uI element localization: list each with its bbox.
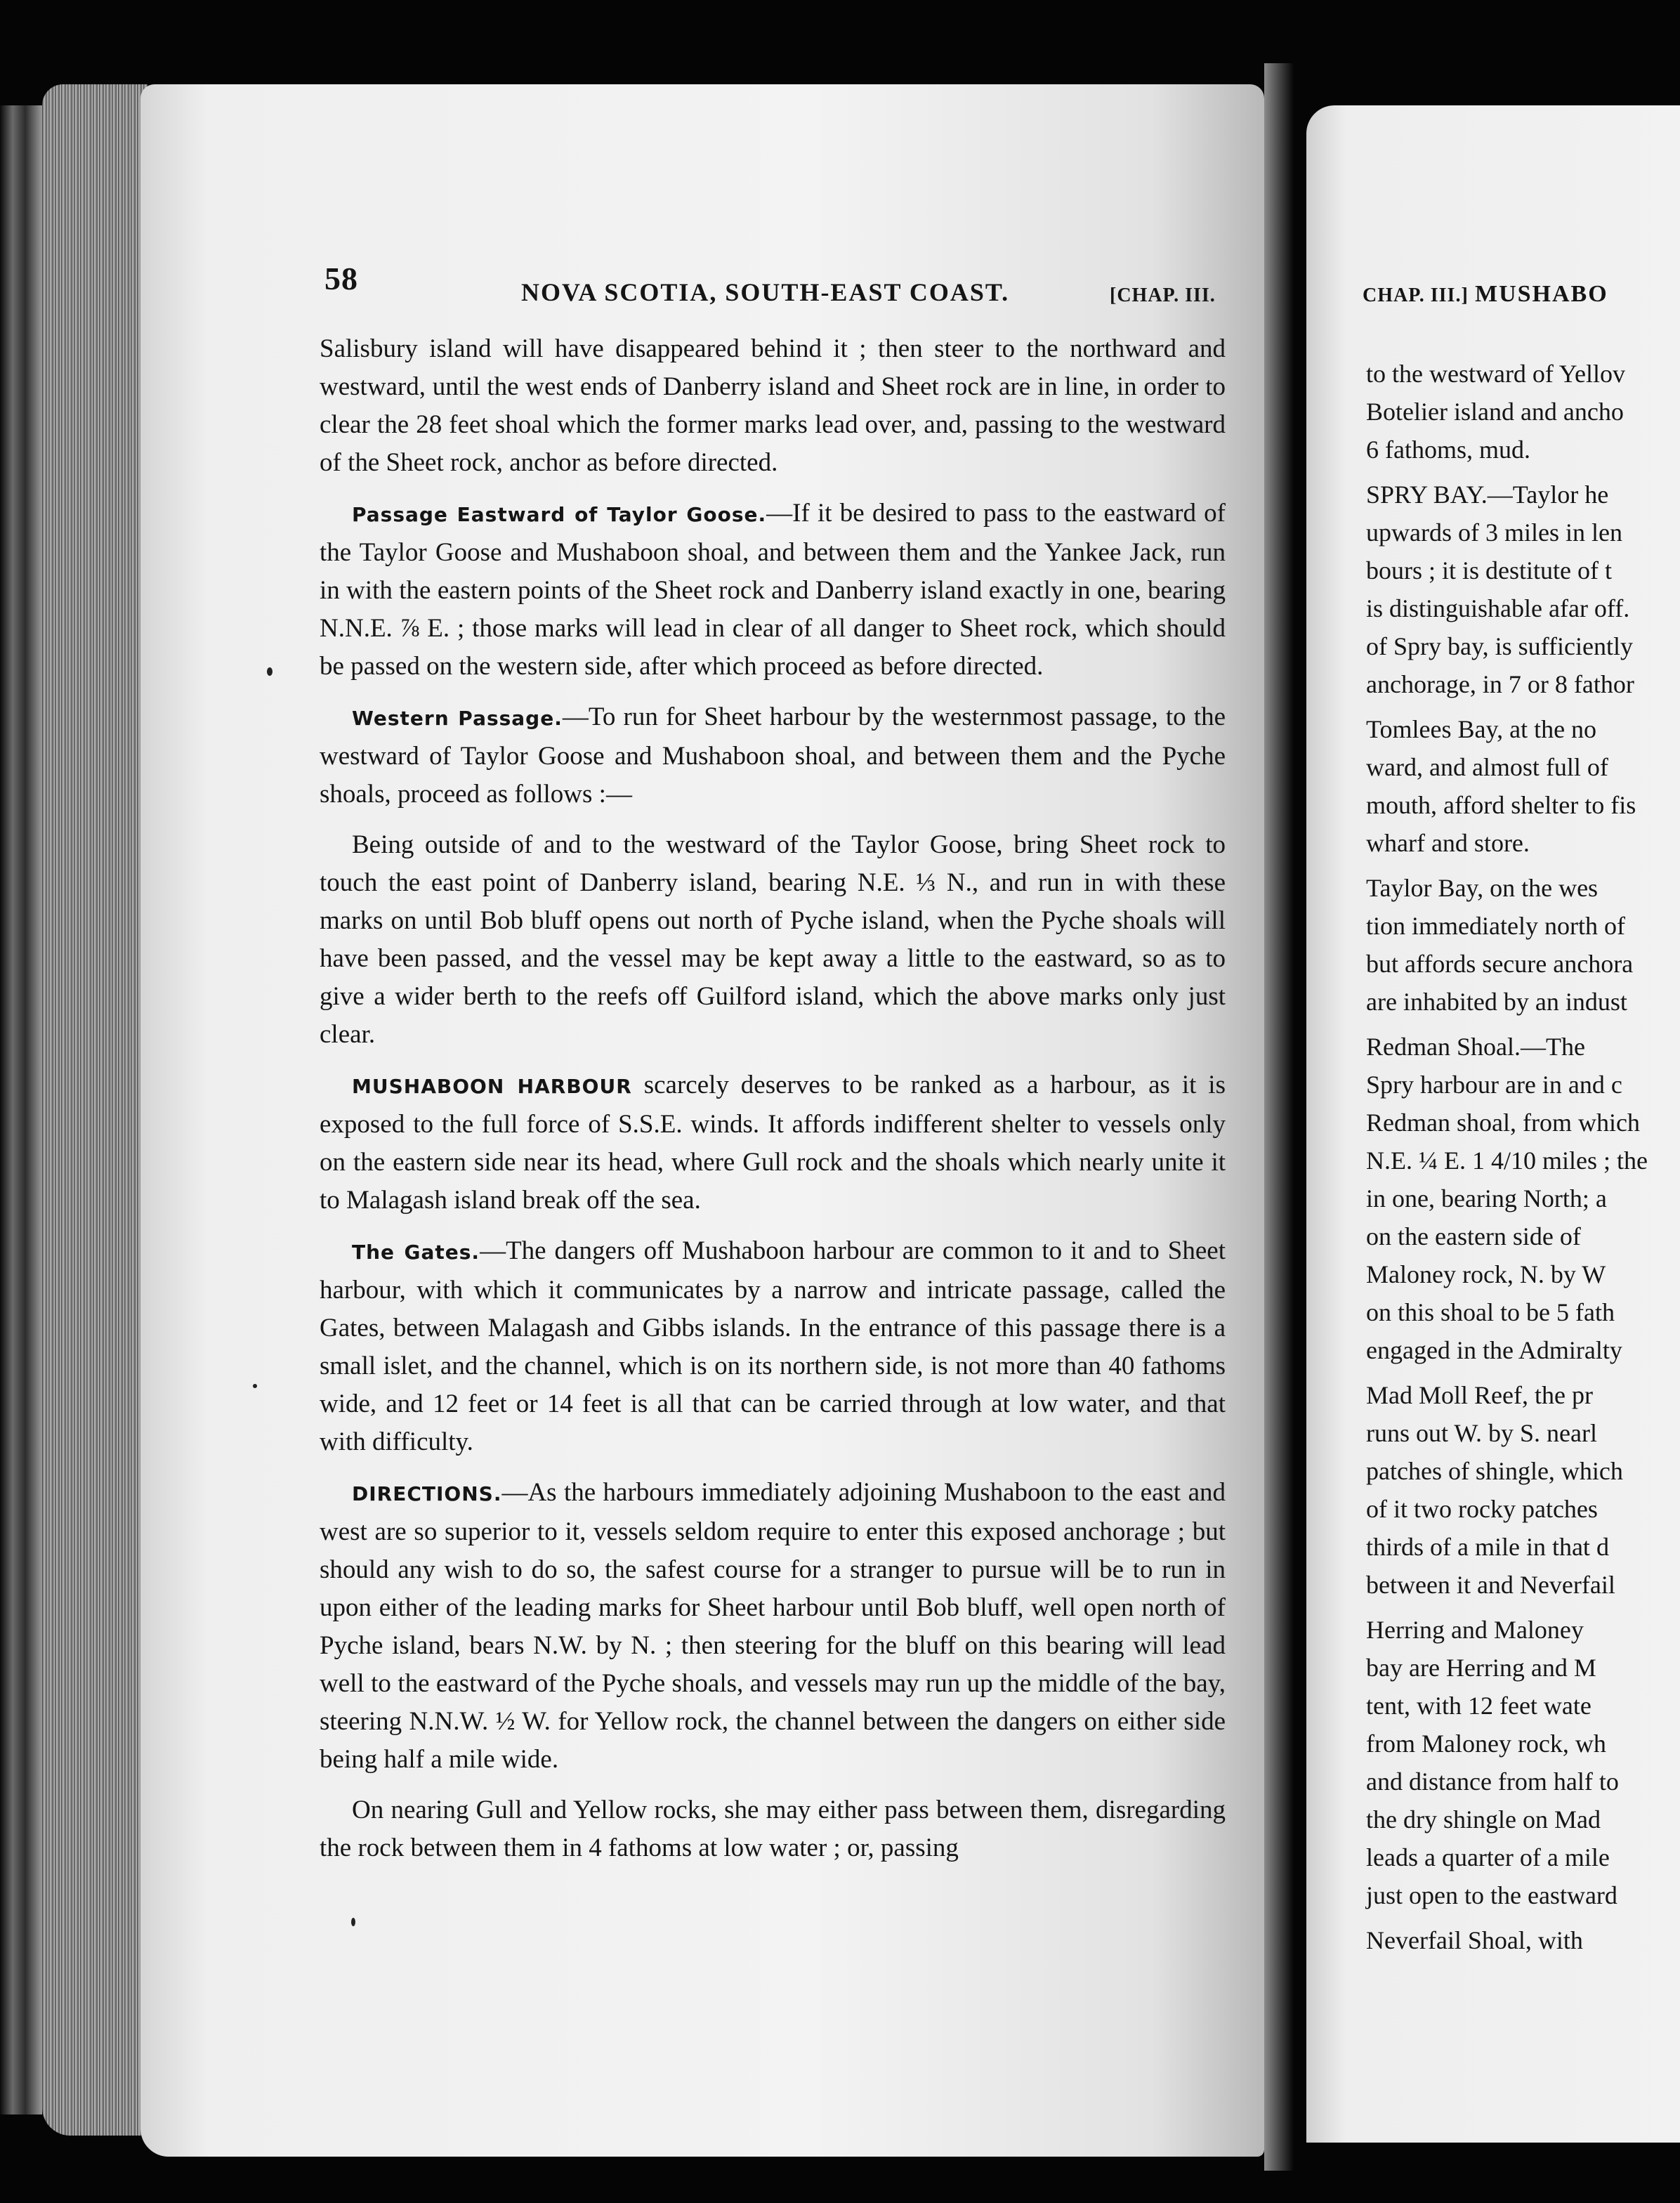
text-line: N.E. ¼ E. 1 4/10 miles ; the: [1366, 1146, 1648, 1175]
book-edge: [0, 105, 42, 2114]
paragraph-gap: [1366, 703, 1680, 710]
paragraph-gap: [1366, 1914, 1680, 1921]
paragraph-gap: [1366, 469, 1680, 476]
paragraph: [320, 330, 1226, 482]
text-line: of it two rocky patches: [1366, 1495, 1598, 1523]
right-body-text: [1366, 355, 1680, 1959]
text-line: ward, and almost full of: [1366, 753, 1608, 781]
text-line: and distance from half to: [1366, 1767, 1619, 1796]
text-line: mouth, afford shelter to fis: [1366, 791, 1636, 819]
text-line: Neverfail Shoal, with: [1366, 1926, 1583, 1954]
text-line: upwards of 3 miles in len: [1366, 518, 1622, 547]
paragraph-text: —As the harbours immediately adjoining Mushaboon to the east and west are so superior to it, vessels seldom require to enter this exposed anchorage ; but should any wish to do so, the safest course for a stranger to pursue will be to run in upon either of the leading marks for Sheet harbour until Bob bluff, well open north of Pyche island, bears N.W. by N. ; then steering for the bluff on this bearing will lead well to the eastward of the Pyche shoals, and vessels may run up the middle of the bay, steering N.N.W. ½ W. for Yellow rock, the channel between the dangers on either side being half a mile wide.: [320, 1478, 1226, 1774]
paragraph: [320, 1232, 1226, 1461]
text-line: Maloney rock, N. by W: [1366, 1260, 1606, 1288]
text-line: on this shoal to be 5 fath: [1366, 1298, 1615, 1326]
text-line: Spry harbour are in and c: [1366, 1071, 1622, 1099]
text-line: Tomlees Bay, at the no: [1366, 715, 1597, 743]
paragraph: [320, 826, 1226, 1054]
text-line: thirds of a mile in that d: [1366, 1533, 1609, 1561]
text-line: runs out W. by S. nearl: [1366, 1419, 1597, 1447]
paragraph-text: —The dangers off Mushaboon harbour are common to it and to Sheet harbour, with which it communicates by a narrow and intricate passage, called the Gates, between Malagash and Gibbs islands. In the entrance of this passage there is a small islet, and the channel, which is on its northern side, is not more than 40 fathoms wide, and 12 feet or 14 feet is all that can be carried through at low water, and that with difficulty.: [320, 1236, 1226, 1456]
paragraph-heading: Western Passage.: [352, 707, 563, 730]
right-chapter-tag: CHAP. III.]: [1363, 285, 1469, 306]
paragraph-gap: [1366, 1604, 1680, 1611]
paragraph-heading: DIRECTIONS.: [352, 1482, 502, 1505]
paragraph-heading: The Gates.: [352, 1241, 480, 1264]
paragraph-text: Salisbury island will have disappeared behind it ; then steer to the northward and westward, until the west ends of Danberry island and Sheet rock are in line, in order to clear the 28 feet shoal which the former marks lead over, and, passing to the westward of the Sheet rock, anchor as before directed.: [320, 334, 1226, 477]
text-line: the dry shingle on Mad: [1366, 1805, 1601, 1833]
text-line: tent, with 12 feet wate: [1366, 1692, 1592, 1720]
text-line: on the eastern side of: [1366, 1222, 1581, 1250]
paragraph-text: On nearing Gull and Yellow rocks, she may either pass between them, disregarding the rock between them in 4 fathoms at low water ; or, passing: [320, 1796, 1226, 1862]
paragraph-heading: Passage Eastward of Taylor Goose.: [352, 503, 767, 526]
text-line: is distinguishable afar off.: [1366, 594, 1630, 622]
paragraph-text: Being outside of and to the westward of the Taylor Goose, bring Sheet rock to touch the east point of Danberry island, bearing N.E. ⅓ N., and run in with these marks on until Bob bluff opens out north of Pyche island, when the Pyche shoals will have been passed, and the vessel may be kept away a little to the eastward, so as to give a wider berth to the reefs off Guilford island, which the above marks only just clear.: [320, 830, 1226, 1049]
paragraph-text: scarcely deserves to be ranked as a harbour, as it is exposed to the full force of S.S.E. winds. It affords indifferent shelter to vessels only on the eastern side near its head, where Gull rock and the shoals which nearly unite it to Malagash island break off the sea.: [320, 1071, 1226, 1215]
right-page: [1306, 105, 1680, 2143]
text-line: tion immediately north of: [1366, 912, 1625, 940]
text-line: of Spry bay, is sufficiently: [1366, 632, 1633, 660]
ink-speck: [351, 1918, 355, 1926]
paragraph-text: —If it be desired to pass to the eastward of the Taylor Goose and Mushaboon shoal, and between them and the Yankee Jack, run in with the eastern points of the Sheet rock and Danberry island exactly in one, bearing N.N.E. ⅞ E. ; those marks will lead in clear of all danger to Sheet rock, which should be passed on the western side, after which proceed as before directed.: [320, 499, 1226, 681]
ink-speck: [253, 1384, 257, 1388]
chapter-tag: [CHAP. III.: [1110, 285, 1216, 306]
paragraph-gap: [1366, 862, 1680, 869]
text-line: SPRY BAY.—Taylor he: [1366, 481, 1609, 509]
right-running-title: MUSHABO: [1475, 281, 1608, 307]
text-line: Redman shoal, from which: [1366, 1109, 1640, 1137]
running-title: NOVA SCOTIA, SOUTH-EAST COAST.: [521, 278, 1010, 306]
text-line: engaged in the Admiralty: [1366, 1336, 1622, 1364]
paragraph-gap: [1366, 1021, 1680, 1028]
text-line: patches of shingle, which: [1366, 1457, 1623, 1485]
page-number: 58: [324, 261, 358, 296]
text-line: 6 fathoms, mud.: [1366, 436, 1530, 464]
ink-speck: [267, 667, 273, 676]
paragraph: [320, 1474, 1226, 1779]
text-line: Herring and Maloney: [1366, 1616, 1584, 1644]
text-line: just open to the eastward: [1366, 1881, 1617, 1909]
paragraph: [320, 495, 1226, 686]
text-line: from Maloney rock, wh: [1366, 1730, 1606, 1758]
text-line: bours ; it is destitute of t: [1366, 556, 1612, 584]
paragraph: [320, 1066, 1226, 1220]
text-line: wharf and store.: [1366, 829, 1530, 857]
text-line: in one, bearing North; a: [1366, 1184, 1607, 1212]
text-line: between it and Neverfail: [1366, 1571, 1615, 1599]
page-stack-edge: [42, 84, 147, 2136]
text-line: bay are Herring and M: [1366, 1654, 1596, 1682]
text-line: but affords secure anchora: [1366, 950, 1634, 978]
text-line: anchorage, in 7 or 8 fathor: [1366, 670, 1634, 698]
text-line: Redman Shoal.—The: [1366, 1033, 1585, 1061]
left-page: [140, 84, 1264, 2157]
body-text: [320, 330, 1226, 1880]
paragraph: [320, 1791, 1226, 1867]
paragraph: [320, 698, 1226, 813]
text-line: Mad Moll Reef, the pr: [1366, 1381, 1593, 1409]
paragraph-text: —To run for Sheet harbour by the westernmost passage, to the westward of Taylor Goose and Mushaboon shoal, and between them and the Pyche shoals, proceed as follows :—: [320, 702, 1226, 809]
text-line: leads a quarter of a mile: [1366, 1843, 1610, 1871]
paragraph-gap: [1366, 1369, 1680, 1376]
text-line: are inhabited by an indust: [1366, 988, 1627, 1016]
text-line: Botelier island and ancho: [1366, 398, 1624, 426]
text-line: to the westward of Yellov: [1366, 360, 1625, 388]
paragraph-heading: MUSHABOON HARBOUR: [352, 1075, 632, 1098]
text-line: Taylor Bay, on the wes: [1366, 874, 1599, 902]
